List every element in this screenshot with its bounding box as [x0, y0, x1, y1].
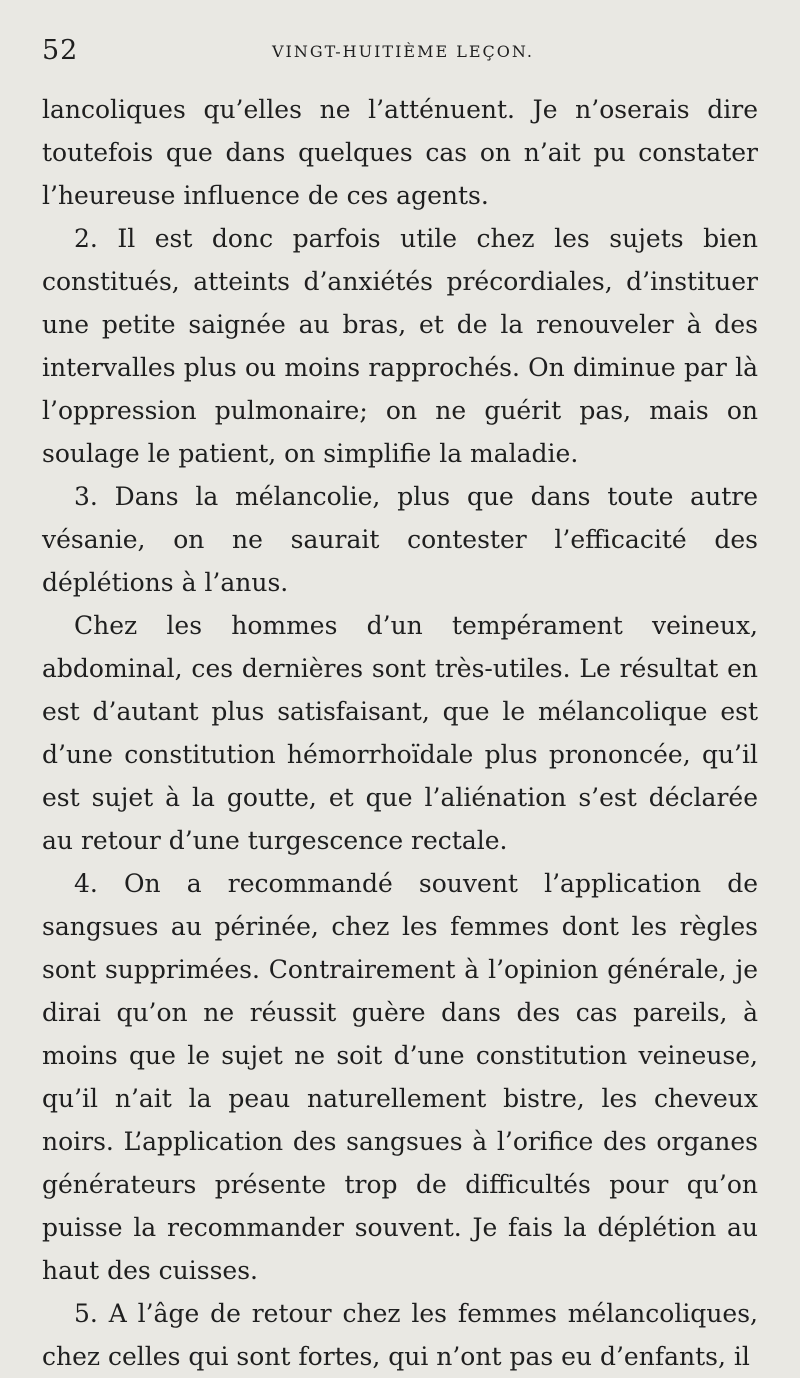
running-title: VINGT-HUITIÈME LEÇON. [272, 42, 534, 61]
paragraph-3-continued: Chez les hommes d’un tempérament veineux, abdominal, ces dernières sont très-utiles. Le résultat en est d’autant plus satisfaisant, que le mélancolique est d’une constitution hémorrhoïdale plus prononcée, qu’il est sujet à la goutte, et que l’aliénation s’est déclarée au retour d’une turgescence rectale. [42, 611, 758, 855]
page-header [42, 34, 758, 74]
paragraph-5: 5. A l’âge de retour chez les femmes mélancoliques, chez celles qui sont fortes, qui n’ont pas eu d’enfants, il [42, 1299, 758, 1371]
paragraph-3: 3. Dans la mélancolie, plus que dans toute autre vésanie, on ne saurait contester l’efficacité des déplétions à l’anus. [42, 482, 758, 597]
paragraph-4: 4. On a recommandé souvent l’application de sangsues au périnée, chez les femmes dont les règles sont supprimées. Contrairement à l’opinion générale, je dirai qu’on ne réussit guère dans des cas pareils, à moins que le sujet ne soit d’une constitution veineuse, qu’il n’ait la peau naturellement bistre, les cheveux noirs. L’application des sangsues à l’orifice des organes générateurs présente trop de difficultés pour qu’on puisse la recommander souvent. Je fais la déplétion au haut des cuisses. [42, 869, 758, 1285]
page-number: 52 [42, 35, 79, 66]
body-text [42, 88, 758, 1378]
paragraph-continuation: lancoliques qu’elles ne l’atténuent. Je n’oserais dire toutefois que dans quelques cas on n’ait pu constater l’heureuse influence de ces agents. [42, 95, 758, 210]
paragraph-2: 2. Il est donc parfois utile chez les sujets bien constitués, atteints d’anxiétés précordiales, d’instituer une petite saignée au bras, et de la renouveler à des intervalles plus ou moins rapprochés. On diminue par là l’oppression pulmonaire; on ne guérit pas, mais on soulage le patient, on simplifie la maladie. [42, 224, 758, 468]
